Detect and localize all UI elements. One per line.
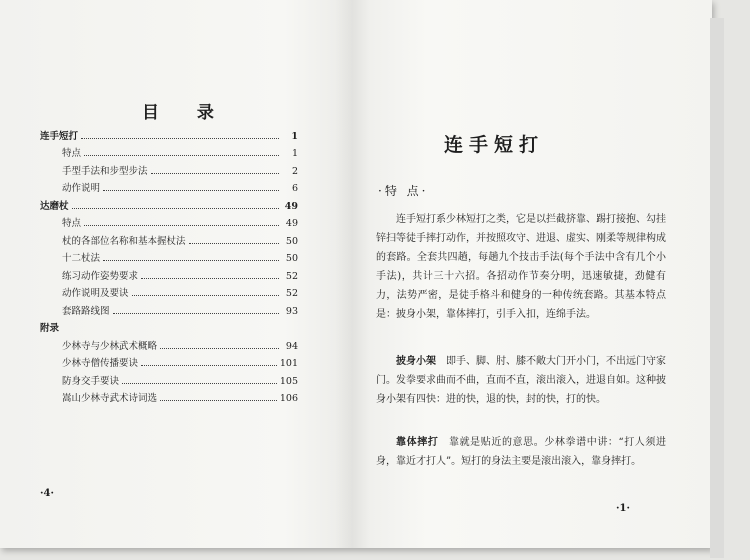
right-page-number: ·1· <box>616 503 630 514</box>
toc-entry <box>40 299 298 317</box>
toc-entry <box>40 142 298 160</box>
toc-entry-label: 手型手法和步型步法 <box>62 165 148 177</box>
toc-entry-page: 2 <box>291 165 298 177</box>
toc-entry-page: 105 <box>279 375 298 387</box>
toc-leader-dots <box>160 348 279 349</box>
toc-entry <box>40 334 298 352</box>
toc-entry <box>40 264 298 282</box>
toc-entry <box>40 387 298 405</box>
toc-leader-dots <box>113 313 279 314</box>
toc-entry-page: 50 <box>285 253 298 264</box>
toc-entry-page: 52 <box>285 270 298 282</box>
toc-entry-label: 嵩山少林寺武术诗词选 <box>62 393 158 404</box>
toc-entry-label: 动作说明 <box>62 183 101 194</box>
toc-entry-page: 1 <box>291 148 298 159</box>
toc-entry <box>40 247 298 265</box>
toc-entry-label: 防身交手要诀 <box>62 375 120 387</box>
toc-entry-label: 少林寺与少林武术概略 <box>62 340 158 352</box>
term-pishen: 披身小架 <box>396 356 436 367</box>
page-edge <box>710 18 724 558</box>
toc-leader-dots <box>103 190 279 191</box>
toc-leader-dots <box>103 260 279 261</box>
toc-entry-label: 杖的各部位名称和基本握杖法 <box>62 235 186 247</box>
toc-leader-dots <box>72 208 279 209</box>
table-of-contents <box>40 124 298 404</box>
toc-entry-page: 49 <box>285 218 298 229</box>
toc-entry-label: 特点 <box>62 148 82 159</box>
toc-entry <box>40 159 298 177</box>
toc-entry-label: 连手短打 <box>40 130 79 142</box>
toc-leader-dots <box>189 243 279 244</box>
toc-entry <box>40 282 298 300</box>
toc-entry-page: 1 <box>291 130 298 142</box>
toc-entry-page: 101 <box>279 358 298 369</box>
toc-entry-page: 106 <box>279 393 298 404</box>
toc-entry <box>40 352 298 370</box>
paragraph-features: 连手短打系少林短打之类，它是以拦截挤靠、踢打接抱、勾挂锌扫等徒手摔打动作，并按照攻守、进退、虚实、刚柔等规律构成的套路。全套共四趟，每趟九个技击手法(每个手法中含有几个小手法)，共计三十六招。各招动作节奏分明，迅速敏捷，劲健有力，法势严密，是徒手格斗和健身的一种传统套路。其基本特点是：披身小架，靠体摔打，引手入扣，连绵手法。 <box>376 214 666 320</box>
toc-entry <box>40 212 298 230</box>
term-kaoti: 靠体摔打 <box>396 437 439 448</box>
toc-entry-page: 6 <box>291 183 298 194</box>
toc-entry <box>40 369 298 387</box>
toc-leader-dots <box>81 138 279 139</box>
chapter-title: 连手短打 <box>444 134 545 156</box>
toc-leader-dots <box>84 155 279 156</box>
toc-entry-page: 93 <box>285 305 298 317</box>
toc-entry-page: 50 <box>285 235 298 247</box>
left-page-number: ·4· <box>40 488 54 499</box>
toc-entry <box>40 317 298 335</box>
toc-leader-dots <box>141 365 277 366</box>
toc-entry <box>40 124 298 142</box>
toc-entry <box>40 229 298 247</box>
paragraph-pishen <box>376 352 666 409</box>
toc-leader-dots <box>151 173 279 174</box>
toc-leader-dots <box>160 400 277 401</box>
paragraph-pishen-text: 即手、脚、肘、膝不敞大门开小门，不出远门守家门。发拳要求曲而不曲，直而不直，滚出滚入，进退自如。这种披身小架有四快：进的快，退的快，封的快，打的快。 <box>376 356 666 405</box>
toc-entry <box>40 177 298 195</box>
toc-entry-label: 少林寺僧传播要诀 <box>62 358 139 369</box>
toc-entry-label: 特点 <box>62 218 82 229</box>
toc-entry-label: 练习动作姿势要求 <box>62 270 139 282</box>
toc-title: 目 录 <box>142 103 230 123</box>
toc-leader-dots <box>132 295 279 296</box>
toc-entry-page: 52 <box>285 288 298 299</box>
toc-entry-label: 附录 <box>40 323 60 334</box>
toc-leader-dots <box>84 225 279 226</box>
toc-leader-dots <box>122 383 277 384</box>
toc-entry <box>40 194 298 212</box>
paragraph-kaoti <box>376 433 666 471</box>
paragraph-kaoti-text: 靠就是贴近的意思。少林拳谱中讲：“打人须进身，靠近才打人”。短打的身法主要是滚出滚入，靠身摔打。 <box>376 437 666 467</box>
toc-entry-label: 达磨杖 <box>40 200 69 212</box>
toc-entry-page: 94 <box>285 340 298 352</box>
toc-entry-page: 49 <box>284 200 298 212</box>
toc-entry-label: 动作说明及要诀 <box>62 288 129 299</box>
toc-leader-dots <box>141 278 279 279</box>
toc-entry-label: 套路路线图 <box>62 305 110 317</box>
toc-entry-label: 十二杖法 <box>62 253 101 264</box>
section-title: ·特 点· <box>378 184 429 198</box>
